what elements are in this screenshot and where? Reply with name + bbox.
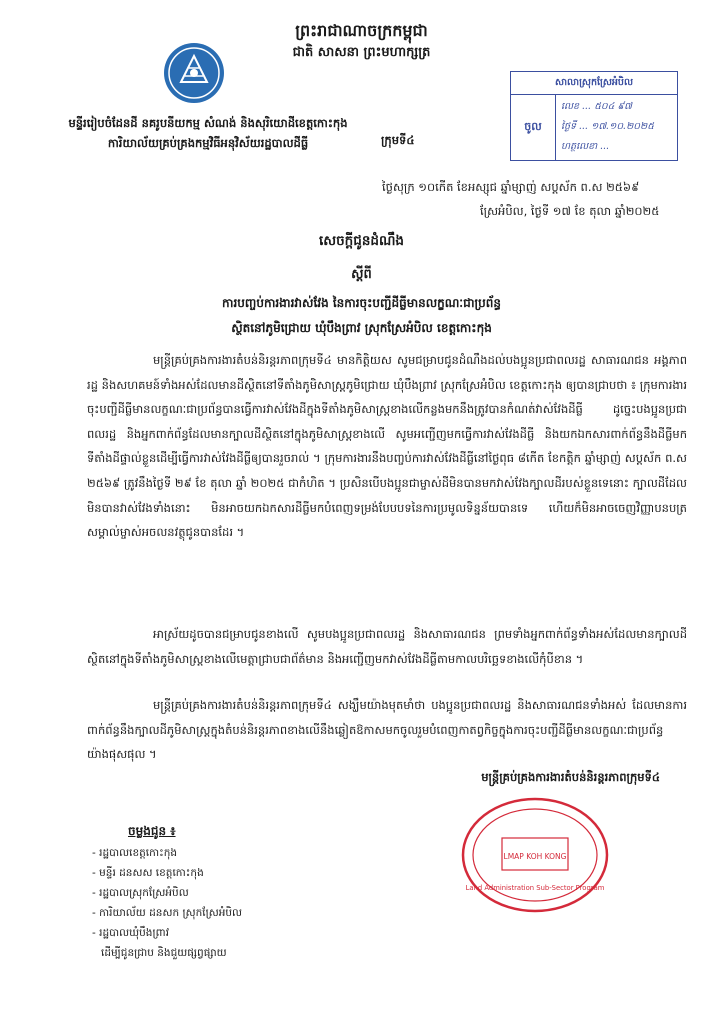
recipients-list bbox=[92, 843, 352, 963]
organization-line-3: ក្រុមទី៤ bbox=[381, 133, 415, 147]
notice-title: សេចក្តីជូនដំណឹង bbox=[318, 233, 405, 249]
body-paragraph-2: អាស្រ័យដូចបានជម្រាបជូនខាងលើ សូមបងប្អូនប្រជាពលរដ្ឋ និងសាធារណជន ព្រមទាំងអ្នកពាក់ព័ន្ធទាំងអស់ដែលមានក្បាលដីស្ថិតនៅក្នុងទីតាំងភូមិសាស្ត្រខាងលើមេត្តាជ្រាបជាព័ត៌មាន និងអញ្ជើញមកវាស់វែងដីធ្លីតាមកាលបរិច្ឆេទខាងលើកុំបីខាន ។ bbox=[87, 627, 687, 666]
seal-inner-text: LMAP KOH KONG bbox=[503, 852, 567, 861]
stamp-received: ចូល bbox=[511, 94, 556, 160]
organization-line-1: មន្ទីររៀបចំដែនដី នគរូបនីយកម្ម សំណង់ និងសុរិយោដីខេត្តកោះកុង bbox=[68, 116, 348, 130]
lunar-date: ថ្ងៃសុក្រ ១០កើត ខែអស្សុជ ឆ្នាំម្សាញ់ សប្តស័ក ព.ស ២៥៦៩ bbox=[382, 180, 640, 194]
recipient-item: - រដ្ឋបាលស្រុកស្រែអំបិល bbox=[92, 883, 352, 903]
recipient-item: - រដ្ឋបាលឃុំបឹងព្រាវ bbox=[92, 923, 352, 943]
subject-line-2: ស្ថិតនៅភូមិជ្រោយ ឃុំបឹងព្រាវ ស្រុកស្រែអំបិល ខេត្តកោះកុង bbox=[231, 321, 492, 335]
subject-line-1: ការបញ្ចប់ការងារវាស់វែង នៃការចុះបញ្ជីដីធ្លីមានលក្ខណៈជាប្រព័ន្ធ bbox=[222, 296, 501, 310]
stamp-number: លេខ ... ៥០៤ ៩៧ bbox=[561, 101, 632, 112]
organization-line-2: ការិយាល័យគ្រប់គ្រងកម្មវិធីអនុវិស័យរដ្ឋបាលដីធ្លី bbox=[107, 136, 309, 150]
kingdom-heading: ព្រះរាជាណាចក្រកម្ពុជា bbox=[295, 21, 428, 40]
solar-date: ស្រែអំបិល, ថ្ងៃទី ១៧ ខែ តុលា ឆ្នាំ២០២៥ bbox=[480, 204, 660, 218]
body-paragraph-1: មន្ត្រីគ្រប់គ្រងការងារតំបន់និរន្តរភាពក្រុមទី៤ មានកិត្តិយស សូមជម្រាបជូនដំណឹងដល់បងប្អូនប្រជាពលរដ្ឋ សាធារណជន អង្គភាពរដ្ឋ និងសហគមន៍ទាំងអស់ដែលមានដីស្ថិតនៅទីតាំងភូមិសាស្ត្រភូមិជ្រោយ ឃុំបឹងព្រាវ ស្រុកស្រែអំបិល ខេត្តកោះកុង ឲ្យបានជ្រាបថា ៖ ក្រុមការងារចុះបញ្ជីដីធ្លីមានលក្ខណៈជាប្រព័ន្ធបានធ្វើការវាស់វែងដីក្នុងទីតាំងភូមិសាស្ត្រខាងលើកន្លងមកនឹងត្រូវបានកំណត់វាស់វែងដីធ្លី ដូច្នេះបងប្អូនប្រជាពលរដ្ឋ និងអ្នកពាក់ព័ន្ធដែលមានក្បាលដីស្ថិតនៅក្នុងភូមិសាស្ត្រខាងលើ សូមអញ្ជើញមកធ្វើការវាស់វែងដីធ្លី និងយកឯកសារពាក់ព័ន្ធនឹងដីធ្លីមកទីតាំងដីផ្ទាល់ខ្លួនដើម្បីធ្វើការវាស់វែងដីធ្លីឲ្យបានរួចរាល់ ។ ក្រុមការងារនឹងបញ្ចប់ការវាស់វែងដីធ្លីនៅថ្ងៃពុធ ៨កើត ខែកត្តិក ឆ្នាំម្សាញ់ សប្តស័ក ព.ស ២៥៦៩ ត្រូវនឹងថ្ងៃទី ២៩ ខែ តុលា ឆ្នាំ ២០២៥ ជាកំហិត ។ ប្រសិនបើបងប្អូនជាម្ចាស់ដីមិនបានមកវាស់វែងក្បាលដីរបស់ខ្លួនទេនោះ ក្បាលដីដែលមិនបានវាស់វែងទាំងនោះ មិនអាចយកឯកសារដីធ្លីមកបំពេញទម្រង់បែបបទនៃការប្រមូលទិន្នន័យបានទេ ហើយក៏មិនអាចចេញវិញ្ញាបនបត្រសម្គាល់ម្ចាស់អចលនវត្ថុជូនបានដែរ ។ bbox=[87, 353, 687, 540]
stamp-date: ថ្ងៃទី ... ១៧.១០.២០២៥ bbox=[561, 121, 654, 132]
about-label: ស្តីពី bbox=[351, 267, 372, 282]
body-paragraph-3: មន្ត្រីគ្រប់គ្រងការងារតំបន់និរន្តរភាពក្រុមទី៤ សង្ឃឹមយ៉ាងមុតមាំថា បងប្អូនប្រជាពលរដ្ឋ និងសាធារណជនទាំងអស់ ដែលមានការពាក់ព័ន្ធនឹងក្បាលដីភូមិសាស្ត្រក្នុងតំបន់និរន្តរភាពខាងលើនឹងឆ្លៀតឱកាសមកចូលរួមបំពេញកាតព្វកិច្ចក្នុងការចុះបញ្ជីដីធ្លីមានលក្ខណៈជាប្រព័ន្ធយ៉ាងផុសផុល ។ bbox=[87, 698, 687, 762]
recipients-continuation: ដើម្បីជូនជ្រាប និងជួយផ្សព្វផ្សាយ bbox=[101, 947, 227, 959]
recipients-heading: ចម្លងជូន ៖ bbox=[128, 824, 176, 838]
stamp-office: សាលាស្រុកស្រែអំបិល bbox=[511, 72, 677, 95]
motto-heading: ជាតិ សាសនា ព្រះមហាក្សត្រ bbox=[292, 45, 431, 60]
official-seal bbox=[460, 796, 610, 914]
recipient-item: - ការិយាល័យ ដនសក ស្រុកស្រែអំបិល bbox=[92, 903, 352, 923]
organization-block bbox=[58, 113, 358, 153]
ministry-logo bbox=[163, 42, 225, 104]
stamp-signature: ហត្ថលេខា ... bbox=[561, 141, 610, 152]
recipient-item: - រដ្ឋបាលខេត្តកោះកុង bbox=[92, 843, 352, 863]
seal-english-text: Land Administration Sub-Sector Program bbox=[465, 884, 605, 892]
signature-title: មន្ត្រីគ្រប់គ្រងការងារតំបន់និរន្តរភាពក្រុមទី៤ bbox=[481, 770, 660, 784]
receipt-stamp bbox=[510, 71, 678, 161]
recipient-item: - មន្ទីរ ដនសស ខេត្តកោះកុង bbox=[92, 863, 352, 883]
